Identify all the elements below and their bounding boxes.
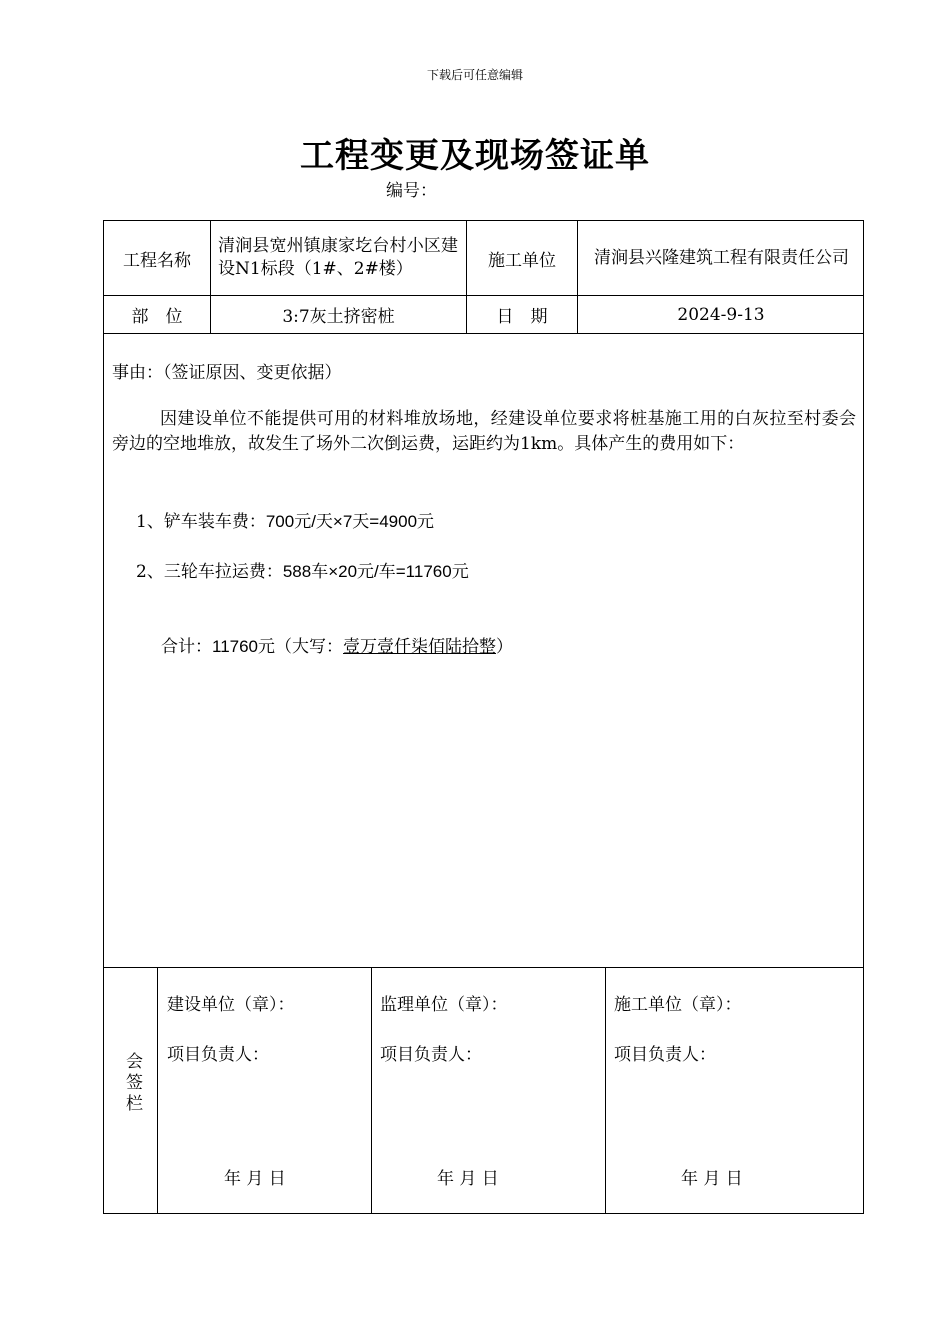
signoff-section-label: 会签栏 [122, 1052, 142, 1115]
cost-item-1-calc: 700元/天×7天=4900元 [265, 512, 435, 531]
date-label: 日 期 [496, 307, 548, 327]
cost-item-2 [136, 557, 836, 582]
cost-item-1-label: 1、铲车装车费： [136, 512, 266, 532]
contractor-sign-date: 年 月 日 [681, 1169, 743, 1189]
location-value: 3:7灰土挤密桩 [282, 307, 395, 327]
project-name-label: 工程名称 [123, 250, 191, 271]
supervisor-project-lead: 项目负责人： [380, 1045, 482, 1065]
location-label: 部 位 [131, 307, 183, 327]
cost-item-2-label: 2、三轮车拉运费： [136, 562, 283, 582]
header-note: 下载后可任意编辑 [426, 68, 523, 82]
contractor-value: 清涧县兴隆建筑工程有限责任公司 [594, 247, 849, 268]
total-open: （大写： [275, 637, 344, 657]
total-label: 合计： [161, 637, 212, 657]
column-divider [605, 967, 606, 1214]
row-divider [103, 333, 864, 334]
reason-paragraph: 因建设单位不能提供可用的材料堆放场地，经建设单位要求将桩基施工用的白灰拉至村委会旁边的空地堆放，故发生了场外二次倒运费，运距约为1km。具体产生的费用如下： [112, 409, 856, 454]
date-value: 2024-9-13 [677, 304, 765, 325]
contractor-unit-seal: 施工单位（章）： [614, 995, 742, 1015]
total-amount: 11760元 [212, 637, 276, 656]
document-title: 工程变更及现场签证单 [300, 136, 650, 176]
row-divider [103, 967, 864, 968]
contractor-label: 施工单位 [488, 250, 556, 271]
serial-number-label: 编号： [386, 181, 437, 201]
owner-sign-date: 年 月 日 [224, 1169, 286, 1189]
column-divider [157, 967, 158, 1214]
cost-item-1 [136, 507, 836, 532]
cost-item-2-calc: 588车×20元/车=11760元 [282, 562, 469, 581]
column-divider [371, 967, 372, 1214]
total-close: ） [496, 637, 514, 657]
supervisor-sign-date: 年 月 日 [437, 1169, 499, 1189]
reason-heading: 事由：（签证原因、变更依据） [112, 363, 342, 383]
total-capital-amount: 壹万壹仟柒佰陆拾整 [343, 637, 497, 657]
supervisor-unit-seal: 监理单位（章）： [380, 995, 508, 1015]
total-line [161, 632, 851, 657]
owner-project-lead: 项目负责人： [167, 1045, 269, 1065]
contractor-project-lead: 项目负责人： [614, 1045, 716, 1065]
project-name-value: 清涧县宽州镇康家圪台村小区建设N1标段（1#、2#楼） [218, 236, 458, 279]
owner-unit-seal: 建设单位（章）： [167, 995, 295, 1015]
